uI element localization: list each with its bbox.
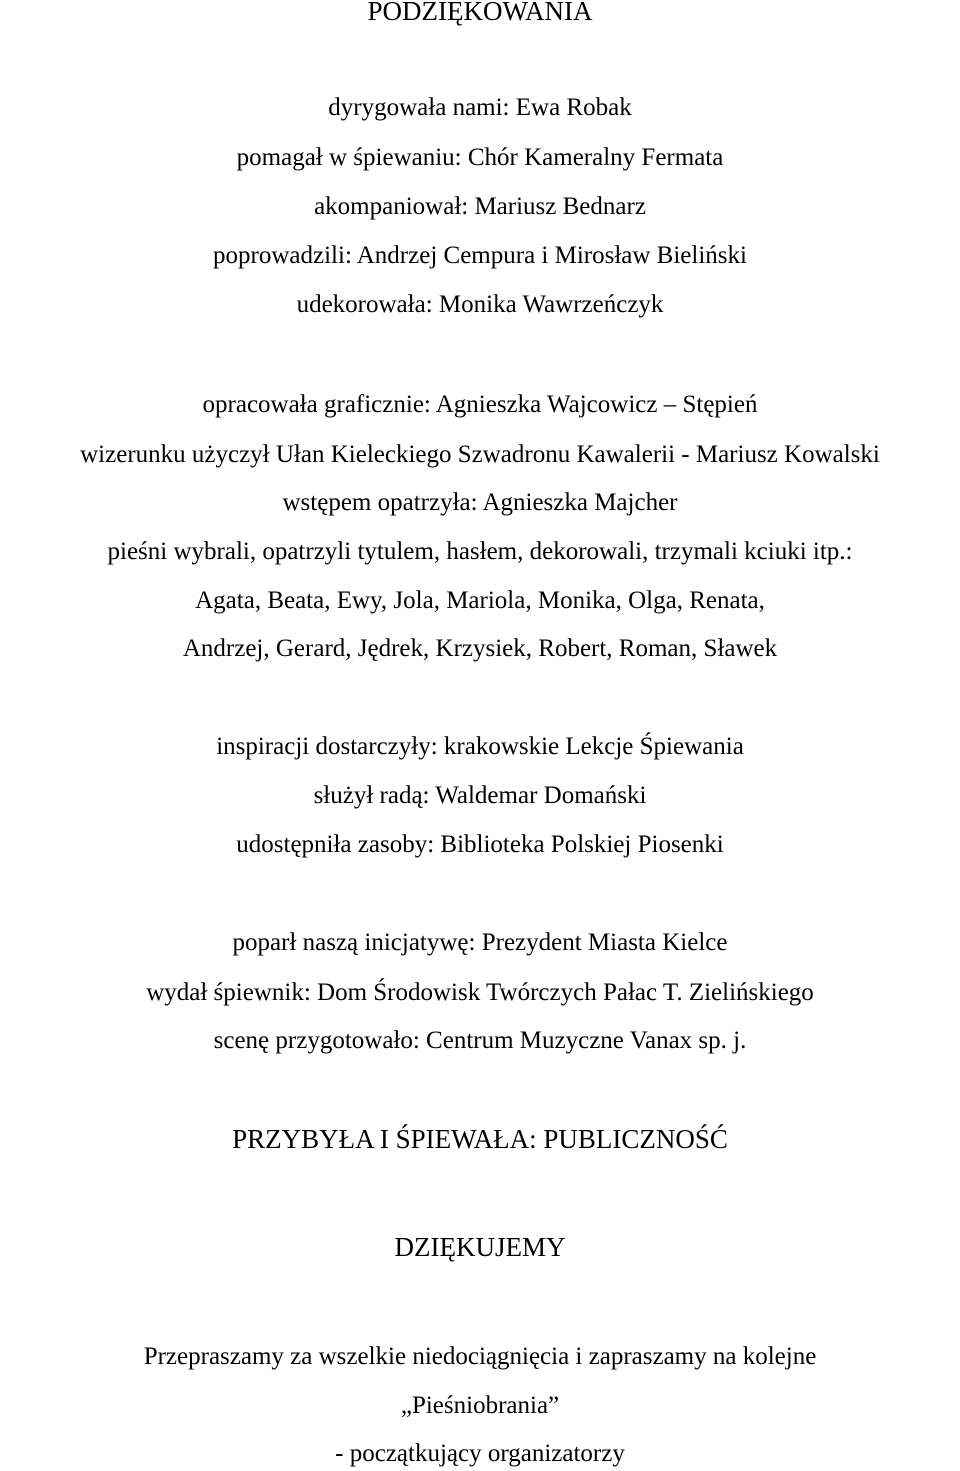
credit-line-conductor: dyrygowała nami: Ewa Robak [328, 94, 632, 121]
credit-line-inspiration: inspiracji dostarczyły: krakowskie Lekcje Śpiewania [216, 733, 744, 760]
page-title: PODZIĘKOWANIA [367, 0, 593, 26]
credit-line-accompaniment: akompaniował: Mariusz Bednarz [314, 193, 646, 220]
audience-line: PRZYBYŁA I ŚPIEWAŁA: PUBLICZNOŚĆ [232, 1124, 728, 1154]
credit-line-songbook: wydał śpiewnik: Dom Środowisk Twórczych Pałac T. Zielińskiego [146, 979, 814, 1006]
closing-event-name: „Pieśniobrania” [400, 1392, 560, 1419]
credit-line-decoration: udekorowała: Monika Wawrzeńczyk [296, 291, 664, 318]
credit-line-support: poparł naszą inicjatywę: Prezydent Miasta Kielce [232, 929, 728, 956]
closing-signature: - początkujący organizatorzy [335, 1440, 625, 1467]
thanks-line: DZIĘKUJEMY [394, 1232, 566, 1262]
credit-line-names-men: Andrzej, Gerard, Jędrek, Krzysiek, Robert, Roman, Sławek [182, 635, 778, 662]
closing-apology: Przepraszamy za wszelkie niedociągnięcia i zapraszamy na kolejne [143, 1343, 817, 1370]
credit-line-resources: udostępniła zasoby: Biblioteka Polskiej Piosenki [236, 831, 724, 858]
credit-line-graphics: opracowała graficznie: Agnieszka Wajcowicz – Stępień [202, 391, 758, 418]
credit-line-hosts: poprowadzili: Andrzej Cempura i Mirosław Bieliński [213, 242, 747, 269]
credit-line-songs: pieśni wybrali, opatrzyli tytulem, hasłem, dekorowali, trzymali kciuki itp.: [107, 538, 853, 565]
credit-line-advice: służył radą: Waldemar Domański [313, 782, 647, 809]
credit-line-choir: pomagał w śpiewaniu: Chór Kameralny Fermata [236, 144, 724, 171]
credit-line-image: wizerunku użyczył Ułan Kieleckiego Szwadronu Kawalerii - Mariusz Kowalski [80, 441, 880, 468]
credit-line-names-women: Agata, Beata, Ewy, Jola, Mariola, Monika, Olga, Renata, [195, 587, 765, 614]
credit-line-stage: scenę przygotowało: Centrum Muzyczne Vanax sp. j. [213, 1027, 747, 1054]
credit-line-foreword: wstępem opatrzyła: Agnieszka Majcher [282, 489, 678, 516]
